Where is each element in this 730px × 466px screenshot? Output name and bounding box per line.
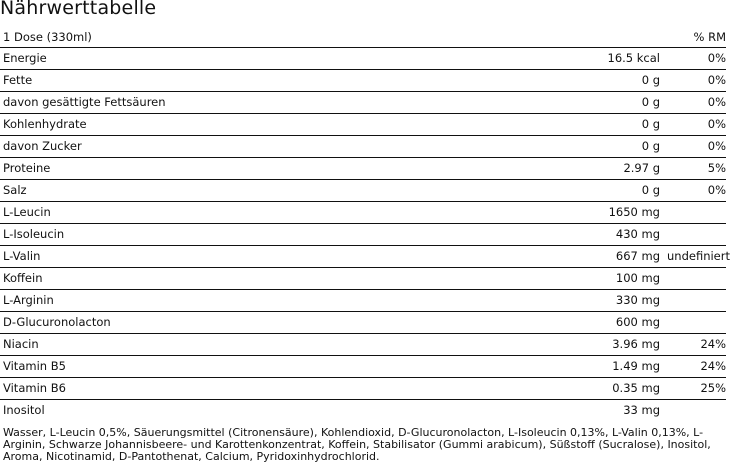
nutrient-name: L-Arginin: [3, 293, 54, 307]
nutrient-value: 0 g: [641, 73, 660, 87]
table-row: [0, 268, 726, 290]
nutrient-rm-percent: [664, 290, 726, 312]
nutrient-value: 0 g: [641, 117, 660, 131]
nutrient-rm-percent: 0%: [707, 95, 726, 109]
nutrient-name: Kohlenhydrate: [3, 117, 87, 131]
nutrient-value: 0 g: [641, 183, 660, 197]
nutrient-value: 330 mg: [615, 293, 660, 307]
table-row: [0, 290, 726, 312]
nutrient-name: davon Zucker: [3, 139, 82, 153]
nutrient-name: Salz: [3, 183, 27, 197]
nutrient-rm-percent: 24%: [700, 359, 726, 373]
table-row: [0, 334, 726, 356]
nutrient-rm-percent: 25%: [700, 381, 726, 395]
nutrient-name: Koffein: [3, 271, 43, 285]
nutrient-value: 0.35 mg: [612, 381, 660, 395]
table-row: [0, 246, 726, 268]
ingredients-list: Wasser, L-Leucin 0,5%, Säuerungsmittel (Citronensäure), Kohlendioxid, D-Glucuronolacton, L-Isoleucin 0,13%, L-Valin 0,13%, L-Arginin, Schwarze Johannisbeere- und Karottenkonzentrat, Koffein, Stabilisator (Gummi arabicum), Süßstoff (Sucralose), Inositol, Aroma, Nicotinamid, D-Pantothenat, Calcium, Pyridoxinhydrochlorid.: [3, 426, 711, 464]
nutrient-value: 1.49 mg: [612, 359, 660, 373]
nutrient-value: 100 mg: [615, 271, 660, 285]
nutrient-value: 1650 mg: [608, 205, 660, 219]
nutrient-rm-percent: 0%: [707, 73, 726, 87]
nutrient-rm-percent: 0%: [707, 51, 726, 65]
nutrient-value: 600 mg: [615, 315, 660, 329]
nutrient-rm-percent: [664, 400, 726, 422]
nutrient-rm-percent: 0%: [707, 117, 726, 131]
nutrient-rm-percent: [664, 224, 726, 246]
nutrition-table: [0, 27, 730, 421]
nutrient-rm-percent: 24%: [700, 337, 726, 351]
nutrient-value: 2.97 g: [623, 161, 660, 175]
table-row: [0, 92, 726, 114]
table-row: [0, 400, 726, 422]
table-row: [0, 48, 726, 70]
table-header-row: [0, 27, 726, 48]
nutrient-value: 0 g: [641, 139, 660, 153]
table-row: [0, 70, 726, 92]
value-column-header: [523, 27, 664, 48]
nutrient-value: 16.5 kcal: [607, 51, 660, 65]
nutrient-name: L-Leucin: [3, 205, 51, 219]
nutrient-value: 0 g: [641, 95, 660, 109]
nutrient-name: L-Valin: [3, 249, 41, 263]
nutrient-name: Proteine: [3, 161, 51, 175]
table-row: [0, 136, 726, 158]
table-row: [0, 202, 726, 224]
table-row: [0, 180, 726, 202]
rm-column-header: % RM: [693, 30, 726, 44]
nutrient-rm-percent: [664, 268, 726, 290]
nutrient-name: Energie: [3, 51, 47, 65]
nutrient-name: Vitamin B5: [3, 359, 66, 373]
nutrient-name: Vitamin B6: [3, 381, 66, 395]
nutrient-rm-percent: undefiniert: [667, 249, 730, 263]
table-row: [0, 312, 726, 334]
nutrient-name: davon gesättigte Fettsäuren: [3, 95, 166, 109]
nutrient-name: Fette: [3, 73, 33, 87]
nutrient-rm-percent: 0%: [707, 183, 726, 197]
page-title: Nährwerttabelle: [0, 0, 157, 19]
nutrient-rm-percent: [664, 202, 726, 224]
table-row: [0, 224, 726, 246]
nutrient-name: L-Isoleucin: [3, 227, 65, 241]
nutrient-value: 430 mg: [615, 227, 660, 241]
serving-size-label: 1 Dose (330ml): [3, 30, 92, 44]
nutrient-value: 3.96 mg: [612, 337, 660, 351]
table-row: [0, 114, 726, 136]
nutrient-value: 667 mg: [615, 249, 660, 263]
table-row: [0, 158, 726, 180]
table-row: [0, 356, 726, 378]
nutrient-name: Niacin: [3, 337, 39, 351]
nutrient-name: Inositol: [3, 403, 45, 417]
nutrient-name: D-Glucuronolacton: [3, 315, 111, 329]
nutrient-rm-percent: [664, 312, 726, 334]
nutrient-value: 33 mg: [623, 403, 660, 417]
table-row: [0, 378, 726, 400]
nutrient-rm-percent: 0%: [707, 139, 726, 153]
nutrient-rm-percent: 5%: [707, 161, 726, 175]
